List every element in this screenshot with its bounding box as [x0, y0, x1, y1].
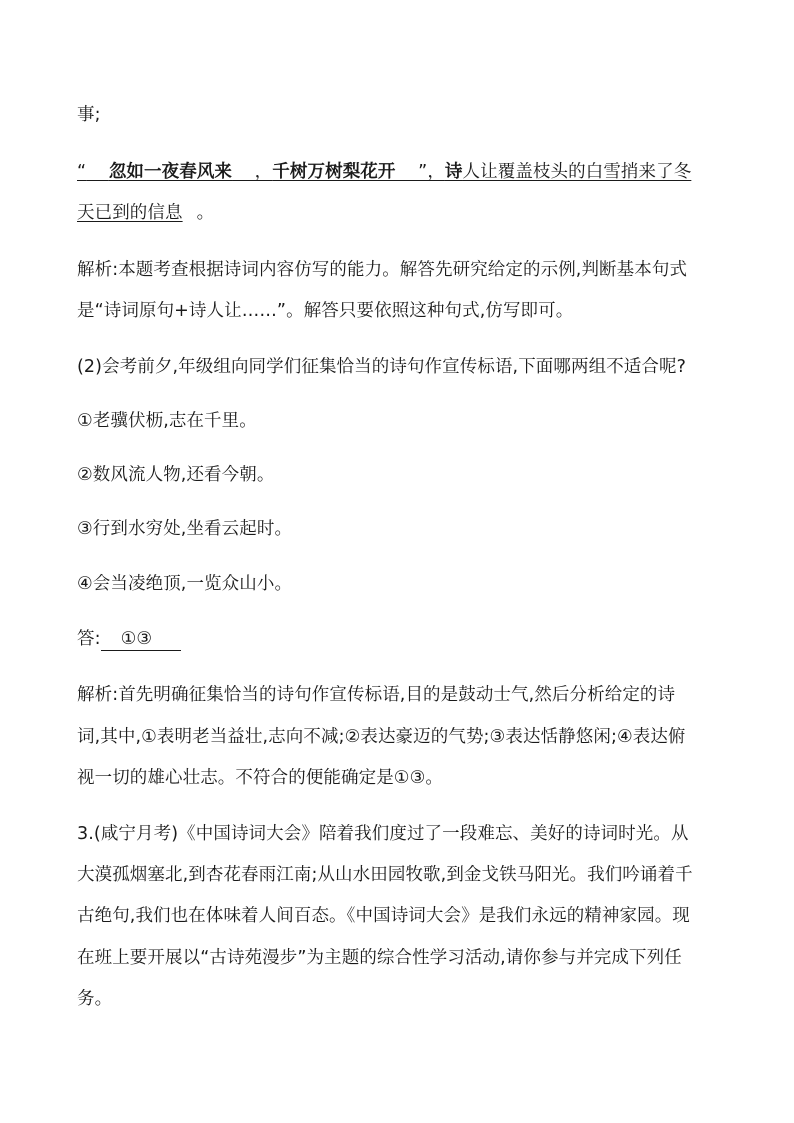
option-line: ①老骥伏枥,志在千里。 [77, 411, 257, 431]
blank-gap: ”， [395, 162, 445, 182]
analysis-line: 词,其中,①表明老当益壮,志向不减;②表达豪迈的气势;③表达恬静悠闲;④表达俯 [77, 727, 686, 747]
option-line: ④会当凌绝顶,一览众山小。 [77, 574, 293, 594]
poem-word: 诗 [444, 162, 463, 182]
question-line: 3.(咸宁月考)《中国诗词大会》陪着我们度过了一段难忘、美好的诗词时光。从 [77, 824, 689, 844]
quote-open: “ [77, 162, 87, 182]
question-line: 在班上要开展以“古诗苑漫步”为主题的综合性学习活动,请你参与并完成下列任 [77, 948, 682, 968]
option-line: ③行到水穷处,坐看云起时。 [77, 519, 293, 539]
answer-text: 天已到的信息 [77, 203, 183, 223]
answer-line-poem [77, 160, 691, 184]
question-line: 古绝句,我们也在体味着人间百态。《中国诗词大会》是我们永远的精神家园。现 [77, 906, 690, 926]
answer-text: 人让覆盖枝头的白雪捎来了冬 [462, 162, 692, 182]
blank-gap [86, 162, 109, 182]
text-line: 事; [77, 105, 101, 125]
answer-blank: ①③ [101, 628, 181, 651]
answer-line [77, 627, 181, 651]
option-line: ②数风流人物,还看今朝。 [77, 465, 275, 485]
question-line: 务。 [77, 989, 113, 1009]
poem-line-1: 忽如一夜春风来 [108, 162, 233, 182]
punctuation: 。 [196, 203, 215, 223]
analysis-line: 解析:本题考查根据诗词内容仿写的能力。解答先研究给定的示例,判断基本句式 [77, 260, 688, 280]
answer-line-continued [77, 201, 214, 225]
blank-gap: ， [232, 162, 273, 182]
question-line: (2)会考前夕,年级组向同学们征集恰当的诗句作宣传标语,下面哪两组不适合呢? [77, 357, 686, 377]
analysis-line: 是“诗词原句+诗人让……”。解答只要依照这种句式,仿写即可。 [77, 301, 574, 321]
poem-line-2: 千树万树梨花开 [272, 162, 396, 182]
question-line: 大漠孤烟塞北,到杏花春雨江南;从山水田园牧歌,到金戈铁马阳光。我们吟诵着千 [77, 865, 693, 885]
analysis-line: 解析:首先明确征集恰当的诗句作宣传标语,目的是鼓动士气,然后分析给定的诗 [77, 685, 676, 705]
answer-label: 答: [77, 629, 101, 649]
analysis-line: 视一切的雄心壮志。不符合的便能确定是①③。 [77, 768, 443, 788]
